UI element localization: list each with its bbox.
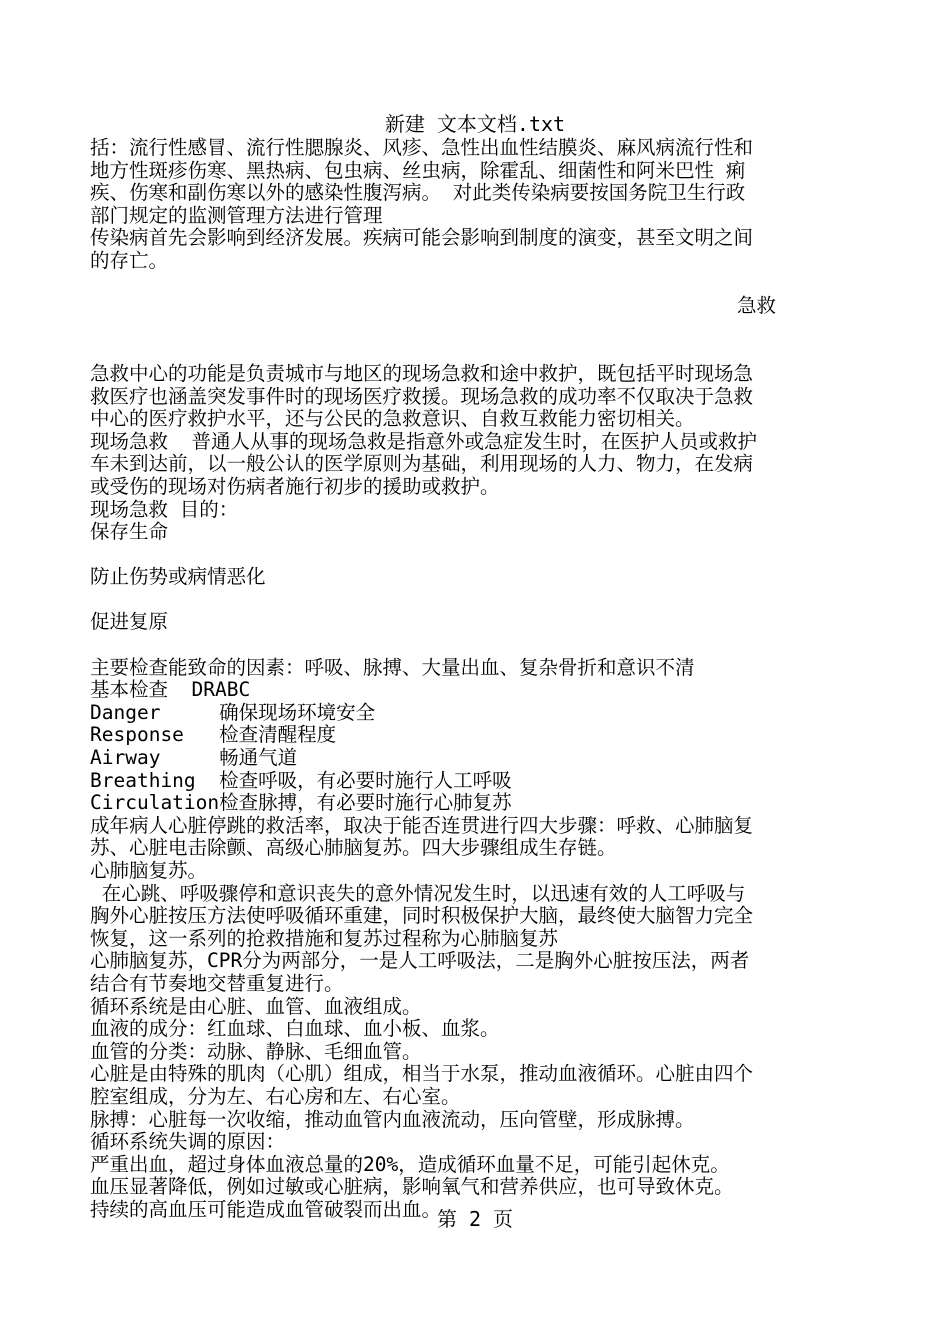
document-body: [90, 137, 870, 1222]
text-line: 现场急救 目的：: [90, 497, 239, 521]
text-line: 脉搏：心脏每一次收缩，推动血管内血液流动，压向管壁，形成脉搏。: [90, 1107, 695, 1131]
blank-line: [90, 340, 870, 363]
text-line: 腔室组成，分为左、右心房和左、右心室。: [90, 1084, 461, 1108]
blank-line: [90, 589, 870, 612]
drabc-row-airway: Airway 畅通气道: [90, 746, 298, 770]
text-line: 疾、伤寒和副伤寒以外的感染性腹泻病。 对此类传染病要按国务院卫生行政: [90, 181, 746, 205]
text-line: 或受伤的现场对伤病者施行初步的援助或救护。: [90, 474, 500, 498]
text-line: 促进复原: [90, 610, 169, 634]
text-line: 传染病首先会影响到经济发展。疾病可能会影响到制度的演变，甚至文明之间: [90, 226, 754, 250]
text-line: 括：流行性感冒、流行性腮腺炎、风疹、急性出血性结膜炎、麻风病流行性和: [90, 136, 754, 159]
text-line: 心肺脑复苏，CPR分为两部分，一是人工呼吸法，二是胸外心脏按压法，两者: [90, 949, 750, 973]
text-line: 部门规定的监测管理方法进行管理: [90, 203, 383, 227]
text-line: 在心跳、呼吸骤停和意识丧失的意外情况发生时，以迅速有效的人工呼吸与: [90, 881, 746, 905]
text-line: 血压显著降低，例如过敏或心脏病，影响氧气和营养供应，也可导致休克。: [90, 1175, 734, 1199]
text-line: 基本检查 DRABC: [90, 678, 251, 702]
text-line: 成年病人心脏停跳的救活率，取决于能否连贯进行四大步骤：呼救、心肺脑复: [90, 813, 754, 837]
text-line: 车未到达前，以一般公认的医学原则为基础，利用现场的人力、物力，在发病: [90, 452, 754, 476]
text-line: 结合有节奏地交替重复进行。: [90, 971, 344, 995]
drabc-row-response: Response 检查清醒程度: [90, 723, 337, 747]
text-line: 地方性斑疹伤寒、黑热病、包虫病、丝虫病，除霍乱、细菌性和阿米巴性 痢: [90, 158, 746, 182]
text-line: 心肺脑复苏。: [90, 859, 208, 882]
text-line: 血管的分类：动脉、静脉、毛细血管。: [90, 1039, 422, 1063]
text-line: 主要检查能致命的因素：呼吸、脉搏、大量出血、复杂骨折和意识不清: [90, 655, 695, 679]
blank-line: [90, 318, 870, 341]
text-line: 胸外心脏按压方法使呼吸循环重建，同时积极保护大脑，最终使大脑智力完全: [90, 904, 754, 928]
blank-line: [90, 544, 870, 567]
text-line: 严重出血，超过身体血液总量的20%，造成循环血量不足，可能引起休克。: [90, 1152, 730, 1176]
drabc-row-danger: Danger 确保现场环境安全: [90, 700, 376, 724]
section-heading: 急救: [736, 294, 776, 318]
text-line: 循环系统是由心脏、血管、血液组成。: [90, 994, 422, 1018]
text-line: 急救中心的功能是负责城市与地区的现场急救和途中救护，既包括平时现场急: [90, 361, 754, 385]
text-line: 持续的高血压可能造成血管破裂而出血。: [90, 1197, 442, 1221]
text-line: 保存生命: [90, 520, 169, 544]
blank-line: [90, 634, 870, 657]
drabc-row-breathing: Breathing 检查呼吸，有必要时施行人工呼吸: [90, 768, 512, 792]
text-line: 苏、心脏电击除颤、高级心肺脑复苏。四大步骤组成生存链。: [90, 836, 617, 860]
drabc-row-circulation: Circulation检查脉搏，有必要时施行心肺复苏: [90, 791, 512, 815]
page-header: 新建 文本文档.txt: [384, 112, 566, 136]
text-line: 现场急救 普通人从事的现场急救是指意外或急症发生时，在医护人员或救护: [90, 429, 757, 453]
text-line: 恢复，这一系列的抢救措施和复苏过程称为心肺脑复苏: [90, 926, 559, 950]
text-line: 防止伤势或病情恶化: [90, 565, 266, 589]
text-line: 中心的医疗救护水平，还与公民的急救意识、自救互救能力密切相关。: [90, 407, 695, 431]
page-footer: 第 2 页: [436, 1207, 514, 1231]
text-line: 循环系统失调的原因：: [90, 1130, 286, 1154]
text-line: 的存亡。: [90, 248, 169, 272]
text-line: 救医疗也涵盖突发事件时的现场医疗救援。现场急救的成功率不仅取决于急救: [90, 384, 754, 408]
text-line: 心脏是由特殊的肌肉（心肌）组成，相当于水泵，推动血液循环。心脏由四个: [90, 1062, 754, 1086]
blank-line: [90, 273, 870, 296]
text-line: 血液的成分：红血球、白血球、血小板、血浆。: [90, 1017, 500, 1041]
